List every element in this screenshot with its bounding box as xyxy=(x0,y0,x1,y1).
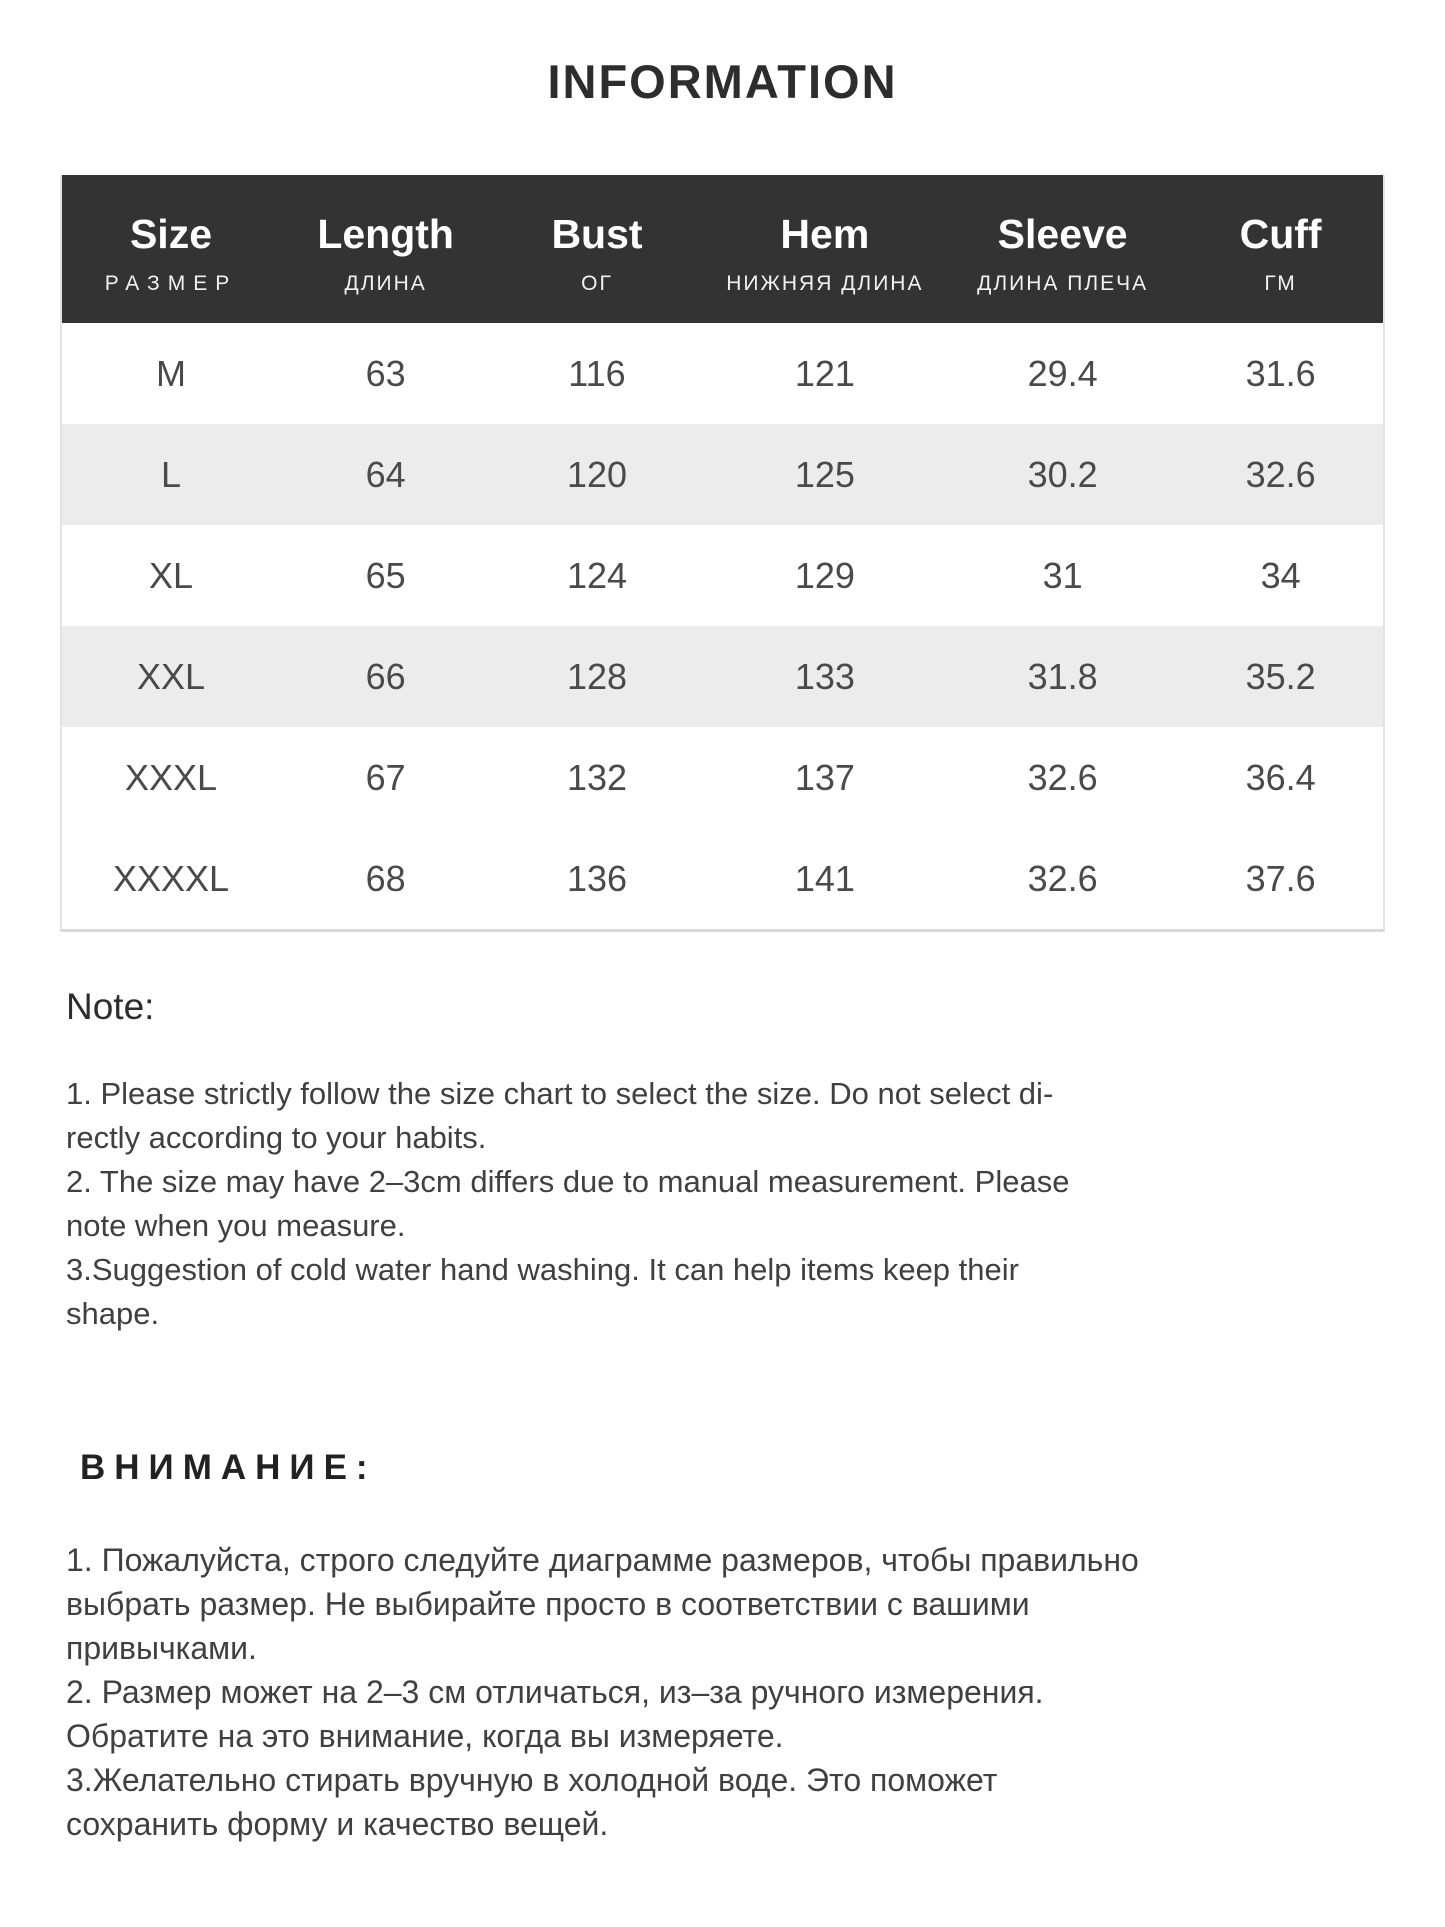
attention-line: привычками. xyxy=(66,1630,257,1666)
header-sleeve-en: Sleeve xyxy=(997,211,1128,257)
length-value: 68 xyxy=(280,828,491,929)
header-hem-ru: НИЖНЯЯ ДЛИНА xyxy=(726,272,924,295)
note-line: 1. Please strictly follow the size chart to select the size. Do not select di- xyxy=(66,1076,1054,1111)
attention-heading: ВНИМАНИЕ: xyxy=(80,1448,377,1487)
table-row-xxl xyxy=(62,626,1383,727)
header-cell-hem xyxy=(703,175,947,323)
cuff-value: 31.6 xyxy=(1178,323,1383,424)
sleeve-value: 31 xyxy=(947,525,1178,626)
sleeve-value: 30.2 xyxy=(947,424,1178,525)
note-line: rectly according to your habits. xyxy=(66,1120,487,1155)
size-label: XXXXL xyxy=(62,828,280,929)
sleeve-value: 29.4 xyxy=(947,323,1178,424)
bust-value: 132 xyxy=(491,727,702,828)
size-label: M xyxy=(62,323,280,424)
attention-line: 2. Размер может на 2–3 см отличаться, из–за ручного измерения. xyxy=(66,1674,1044,1710)
cuff-value: 34 xyxy=(1178,525,1383,626)
size-label: XXXL xyxy=(62,727,280,828)
bust-value: 136 xyxy=(491,828,702,929)
hem-value: 129 xyxy=(703,525,947,626)
note-section xyxy=(66,986,1385,1336)
hem-value: 121 xyxy=(703,323,947,424)
sleeve-value: 31.8 xyxy=(947,626,1178,727)
size-label: L xyxy=(62,424,280,525)
cuff-value: 37.6 xyxy=(1178,828,1383,929)
table-row-xxxl xyxy=(62,727,1383,828)
hem-value: 125 xyxy=(703,424,947,525)
attention-line: Обратите на это внимание, когда вы измеряете. xyxy=(66,1718,784,1754)
bust-value: 116 xyxy=(491,323,702,424)
attention-section xyxy=(66,1448,1385,1846)
cuff-value: 32.6 xyxy=(1178,424,1383,525)
table-row-m xyxy=(62,323,1383,424)
note-line: shape. xyxy=(66,1296,160,1331)
size-table-header xyxy=(62,175,1383,323)
header-cell-length xyxy=(280,175,491,323)
header-cuff-en: Cuff xyxy=(1239,211,1322,257)
attention-line: сохранить форму и качество вещей. xyxy=(66,1806,609,1842)
note-heading: Note: xyxy=(66,986,155,1027)
sleeve-value: 32.6 xyxy=(947,828,1178,929)
length-value: 64 xyxy=(280,424,491,525)
page-title: INFORMATION xyxy=(547,55,898,108)
table-row-l xyxy=(62,424,1383,525)
header-cell-sleeve xyxy=(947,175,1178,323)
header-cell-cuff xyxy=(1178,175,1383,323)
header-row xyxy=(62,175,1383,323)
header-cell-bust xyxy=(491,175,702,323)
attention-line: 3.Желательно стирать вручную в холодной воде. Это поможет xyxy=(66,1762,998,1798)
header-size-en: Size xyxy=(129,211,212,257)
header-size-ru: РАЗМЕР xyxy=(104,272,238,295)
header-length-ru: ДЛИНА xyxy=(344,272,427,295)
header-hem-en: Hem xyxy=(780,211,870,257)
table-row-xl xyxy=(62,525,1383,626)
size-table-body xyxy=(62,323,1383,929)
size-label: XXL xyxy=(62,626,280,727)
bust-value: 120 xyxy=(491,424,702,525)
header-bust-en: Bust xyxy=(551,211,643,257)
sleeve-value: 32.6 xyxy=(947,727,1178,828)
header-sleeve-ru: ДЛИНА ПЛЕЧА xyxy=(977,272,1149,295)
length-value: 65 xyxy=(280,525,491,626)
size-label: XL xyxy=(62,525,280,626)
hem-value: 141 xyxy=(703,828,947,929)
note-line: note when you measure. xyxy=(66,1208,406,1243)
header-cuff-ru: ГМ xyxy=(1264,272,1297,295)
hem-value: 137 xyxy=(703,727,947,828)
header-length-en: Length xyxy=(317,211,454,257)
note-line: 3.Suggestion of cold water hand washing. It can help items keep their xyxy=(66,1252,1019,1287)
hem-value: 133 xyxy=(703,626,947,727)
header-bust-ru: ОГ xyxy=(581,272,613,295)
attention-line: 1. Пожалуйста, строго следуйте диаграмме размеров, чтобы правильно xyxy=(66,1542,1139,1578)
header-cell-size xyxy=(62,175,280,323)
length-value: 63 xyxy=(280,323,491,424)
bust-value: 124 xyxy=(491,525,702,626)
table-row-xxxxl xyxy=(62,828,1383,929)
cuff-value: 36.4 xyxy=(1178,727,1383,828)
note-line: 2. The size may have 2–3cm differs due to manual measurement. Please xyxy=(66,1164,1070,1199)
length-value: 67 xyxy=(280,727,491,828)
cuff-value: 35.2 xyxy=(1178,626,1383,727)
length-value: 66 xyxy=(280,626,491,727)
size-table-container xyxy=(60,175,1385,932)
size-table xyxy=(62,175,1383,929)
attention-line: выбрать размер. Не выбирайте просто в соответствии с вашими xyxy=(66,1586,1030,1622)
bust-value: 128 xyxy=(491,626,702,727)
